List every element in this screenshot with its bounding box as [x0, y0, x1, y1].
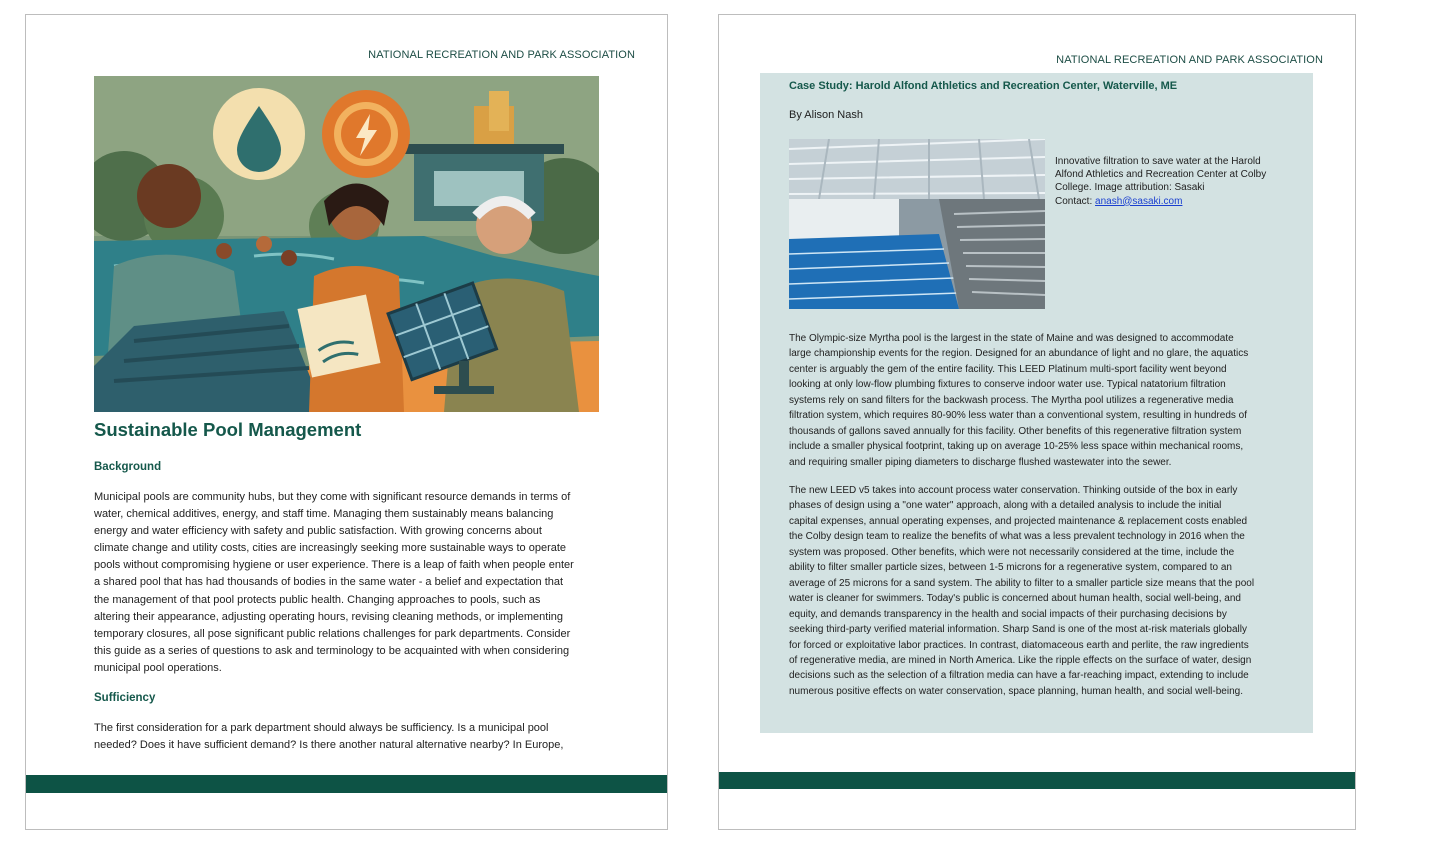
- text-line: climate change and utility costs, cities are increasingly seeking more sustainable ways to operate: [94, 542, 567, 555]
- photo-caption: [1055, 155, 1266, 208]
- footer-band: [26, 775, 667, 793]
- text-line: water is cleaner for swimmers. Today's public is concerned about human health, social well-being, and: [789, 593, 1241, 605]
- page-title: Sustainable Pool Management: [94, 419, 362, 440]
- text-line: pools without compromising hygiene or user experience. There is a leap of faith when people enter: [94, 559, 574, 572]
- caption-line: Innovative filtration to save water at the Harold: [1055, 156, 1261, 167]
- text-line: capital expenses, annual operating expenses, and projected maintenance & replacement costs enabled: [789, 515, 1248, 527]
- text-line: The new LEED v5 takes into account process water conservation. Thinking outside of the box in early: [789, 485, 1238, 496]
- sufficiency-paragraph: [94, 720, 563, 754]
- text-line: equity, and demands transparency in the health and social impacts of their purchasing decisions by: [789, 608, 1227, 620]
- caption-line: College. Image attribution: Sasaki: [1055, 182, 1205, 194]
- section-heading-sufficiency: Sufficiency: [94, 692, 156, 704]
- text-line: of regenerative media, are mined in North America. Like the ripple effects on the surface of water, design: [789, 654, 1252, 666]
- case-study-title: Case Study: Harold Alfond Athletics and Recreation Center, Waterville, ME: [789, 80, 1178, 92]
- text-line: the Colby design team to realize the benefits of what was a less prevalent technology in 2016 when the: [789, 531, 1245, 543]
- text-line: system was proposed. Other benefits, which were not necessarily considered at the time, include the: [789, 546, 1235, 558]
- text-line: decisions such as the selection of a filtration media can have a far-reaching impact, extending to include: [789, 670, 1249, 682]
- text-line: The Olympic-size Myrtha pool is the largest in the state of Maine and was designed to accommodate: [789, 333, 1234, 344]
- text-line: The first consideration for a park department should always be sufficiency. Is a municipal pool: [94, 722, 549, 734]
- text-line: looking at only low-flow plumbing fixtures to conserve indoor water use. Typical natatorium filtration: [789, 379, 1226, 391]
- text-line: center is arguably the gem of the entire facility. This LEED Platinum multi-sport facility went beyond: [789, 363, 1227, 375]
- text-line: altering their appearance, adjusting operating hours, revising cleaning methods, or implementing: [94, 610, 563, 623]
- case-study-paragraph-1: [789, 331, 1248, 470]
- text-line: large championship events for the region. Designed for an abundance of light and no glare, the aquatics: [789, 348, 1249, 360]
- caption-line: Alfond Athletics and Recreation Center at Colby: [1055, 169, 1267, 181]
- text-line: include a smaller physical footprint, taking up on average 10-25% less space within mechanical rooms,: [789, 441, 1244, 453]
- document-page-2: [718, 14, 1356, 830]
- case-study-paragraph-2: [789, 483, 1254, 699]
- text-line: for forced or exploitative labor practices. In contrast, diatomaceous earth and perlite, the raw ingredients: [789, 639, 1249, 651]
- footer-band: [719, 772, 1355, 789]
- document-page-1: [25, 14, 668, 830]
- byline: By Alison Nash: [789, 109, 863, 121]
- text-line: the management of that pool protects public health. Changing approaches to pools, such as: [94, 593, 541, 606]
- text-line: ability to filter smaller particle sizes, between 1-5 microns for a regenerative system, compared to an: [789, 562, 1232, 574]
- lightning-bolt-icon: [322, 90, 410, 178]
- contact-label: Contact:: [1055, 195, 1096, 207]
- background-paragraph: [94, 489, 574, 677]
- page-header: NATIONAL RECREATION AND PARK ASSOCIATION: [368, 49, 635, 61]
- text-line: a shared pool that has had thousands of bodies in the same water - a belief and expectation that: [94, 576, 564, 589]
- text-line: systems rely on sand filters for the backwash process. The Myrtha pool utilizes a regenerative media: [789, 394, 1234, 406]
- text-line: thousands of gallons saved annually for this facility. Other benefits of this regenerative filtration system: [789, 425, 1242, 437]
- text-line: phases of design using a "one water" approach, along with a detailed analysis to include the initial: [789, 500, 1222, 512]
- case-study-panel: [760, 73, 1313, 733]
- text-line: needed? Does it have sufficient demand? Is there another natural alternative nearby? In Europe,: [94, 739, 564, 752]
- text-line: water, chemical additives, energy, and staff time. Managing them sustainably means balancing: [94, 508, 554, 521]
- page-header: NATIONAL RECREATION AND PARK ASSOCIATION: [1056, 54, 1323, 66]
- contact-email-link[interactable]: anash@sasaki.com: [1095, 195, 1183, 207]
- text-line: this guide as a series of questions to ask and terminology to be acquainted with when considering: [94, 644, 570, 657]
- pool-illustration: [94, 76, 599, 412]
- water-drop-icon: [213, 88, 305, 180]
- text-line: energy and water efficiency with safety and public satisfaction. With growing concerns about: [94, 525, 542, 538]
- text-line: seeking third-party verified material information. Sharp Sand is one of the most at-risk materials globally: [789, 624, 1247, 636]
- text-line: municipal pool operations.: [94, 661, 222, 674]
- text-line: average of 25 microns for a sand system. The ability to filter to a smaller particle size means that the pool: [789, 577, 1255, 589]
- natatorium-photo: [789, 139, 1045, 309]
- text-line: and requiring smaller piping diameters to discharge flushed wastewater into the sewer.: [789, 456, 1172, 468]
- text-line: temporary closures, all pose significant public relations challenges for park departments. Consider: [94, 627, 571, 640]
- text-line: numerous positive effects on water conservation, space planning, human health, and social well-being.: [789, 685, 1243, 697]
- text-line: Municipal pools are community hubs, but they come with significant resource demands in terms of: [94, 491, 571, 503]
- section-heading-background: Background: [94, 461, 162, 473]
- caption-contact: [1055, 195, 1266, 208]
- text-line: filtration system, which requires 80-90% less water than a conventional system, resulting in hundreds of: [789, 410, 1248, 422]
